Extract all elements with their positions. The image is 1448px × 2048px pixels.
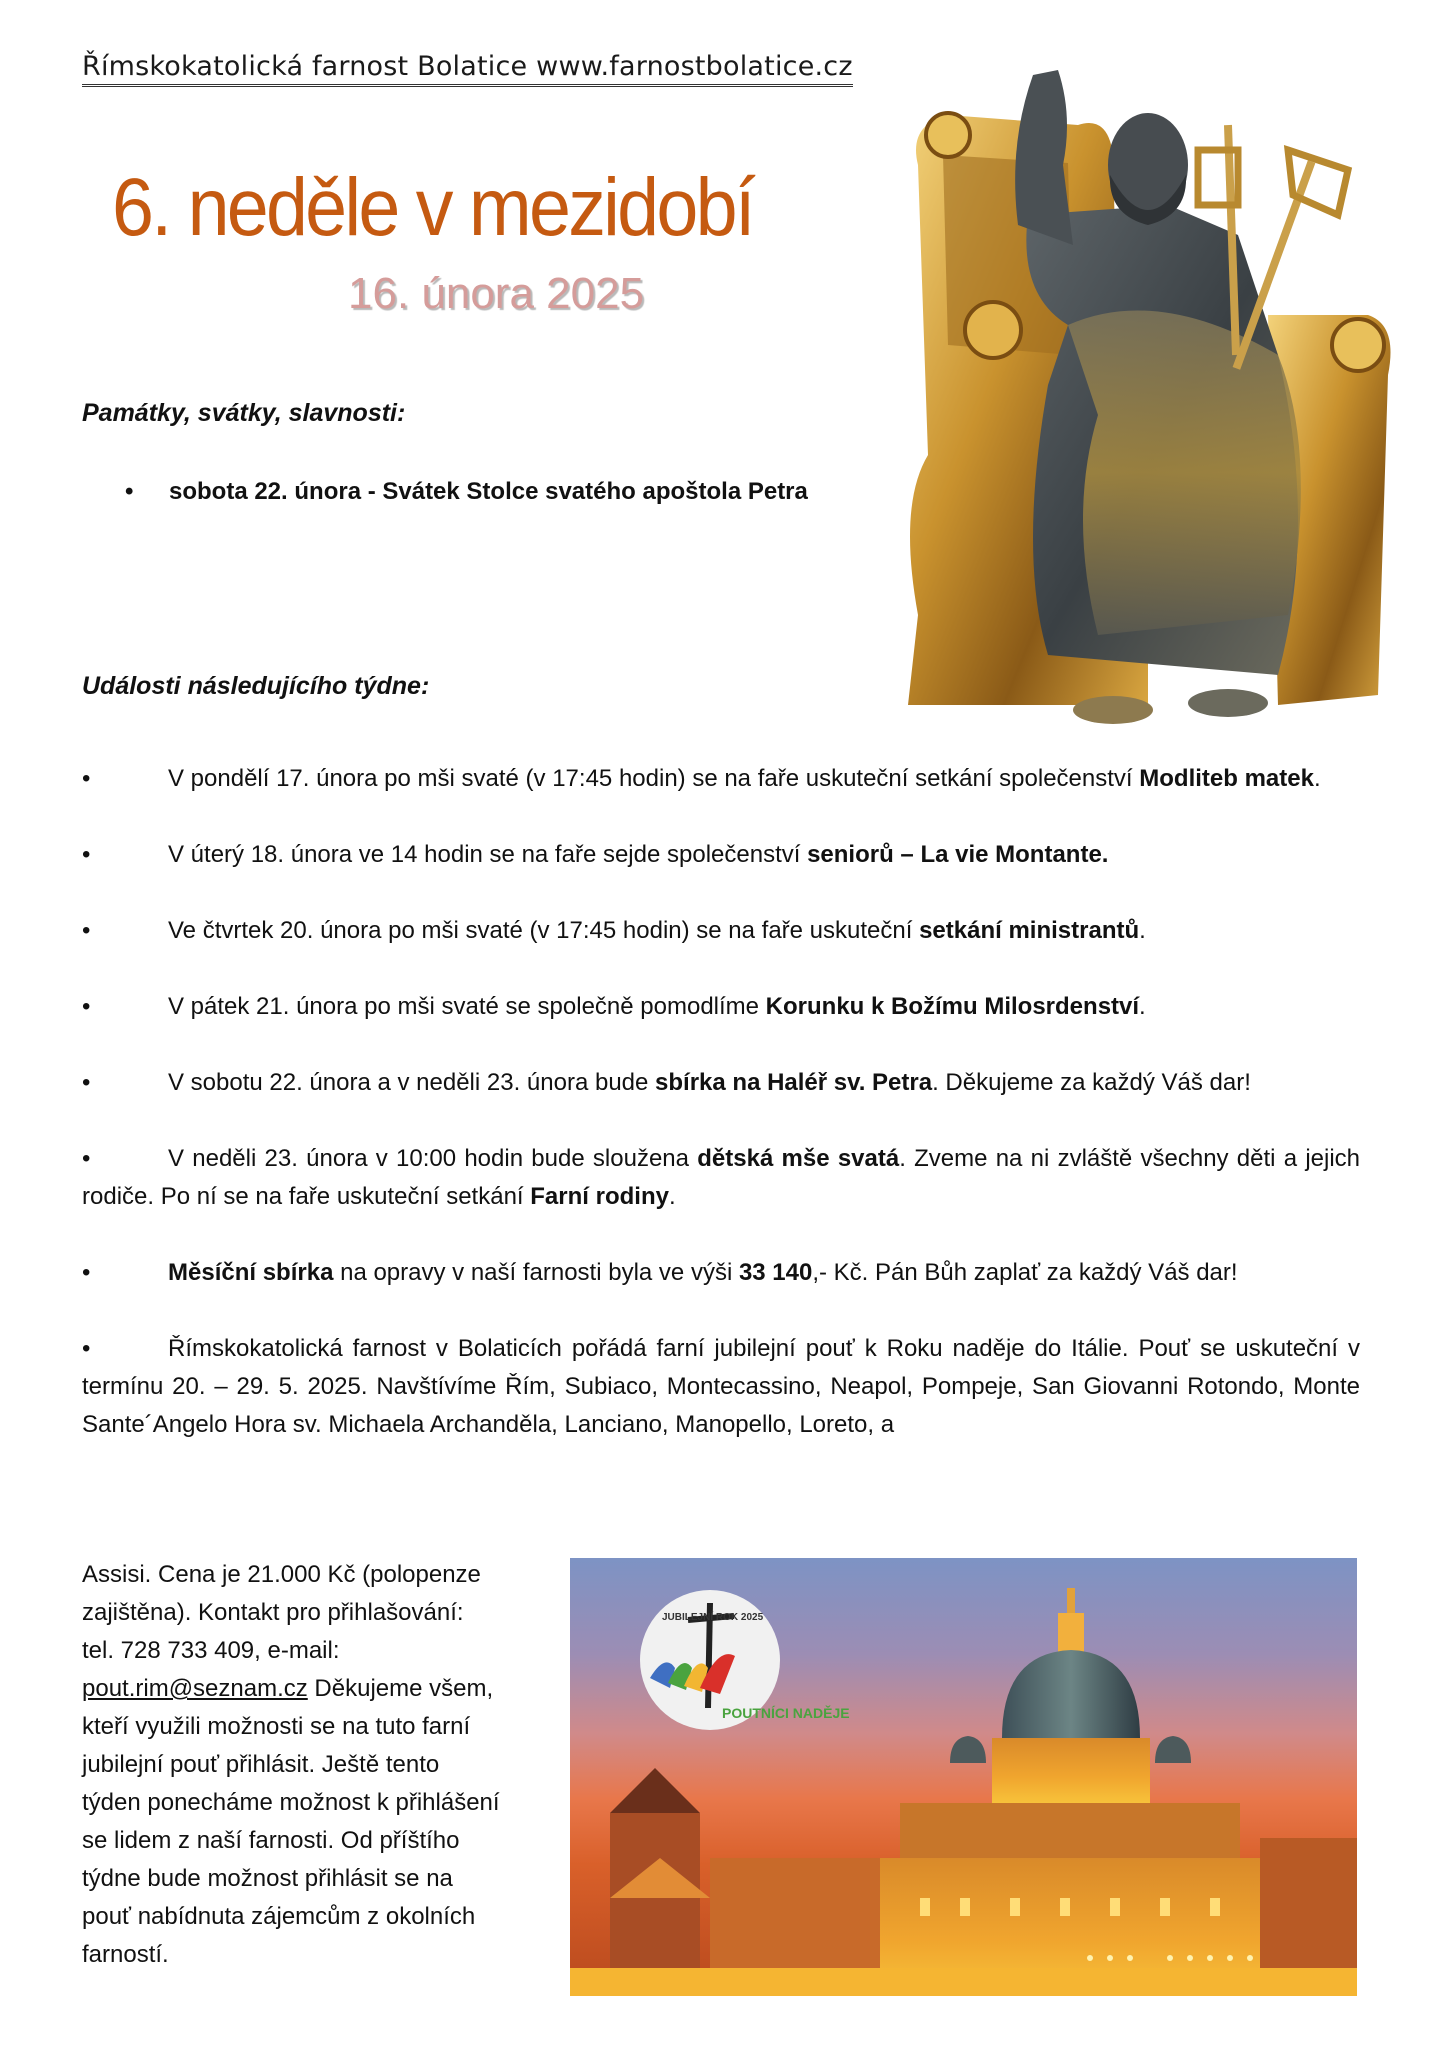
bullet-icon: • — [125, 478, 134, 505]
parish-header — [82, 50, 853, 87]
jubilee-2025-logo — [640, 1590, 850, 1730]
bullet-icon: • — [82, 765, 91, 792]
event-item: • V pátek 21. února po mši svaté se společně pomodlíme Korunku k Božímu Milosrdenství. — [82, 988, 1360, 1026]
events-heading: Události následujícího týdne: — [82, 672, 430, 700]
page-date: 16. února 2025 — [348, 269, 645, 318]
basilica-illustration — [570, 1558, 1357, 1996]
pilgrimage-details: Assisi. Cena je 21.000 Kč (polopenze zajištěna). Kontakt pro přihlašování: tel. 728 733 409, e-mail: pout.rim@seznam.cz Děkujeme všem, kteří využili možnosti se na tuto farní jubilejní pouť přihlásit. Ještě tento týden ponecháme možnost k přihlášení se lidem z naší farnosti. Od příštího týdne bude možnost přihlásit se na pouť nabídnuta zájemcům z okolních farností. — [82, 1561, 500, 1968]
parish-name: Římskokatolická farnost Bolatice — [82, 51, 528, 82]
st-peter-statue-image — [898, 55, 1420, 737]
email-link[interactable]: pout.rim@seznam.cz — [82, 1675, 308, 1702]
bullet-icon: • — [82, 1259, 91, 1286]
pilgrimage-item: • Římskokatolická farnost v Bolaticích pořádá farní jubilejní pouť k Roku naděje do Itálie. Pouť se uskuteční v termínu 20. – 29. 5. 2025. Navštívíme Řím, Subiaco, Montecassino, Neapol, Pompeje, San Giovanni Rotondo, Monte Sante´Angelo Hora sv. Michaela Archanděla, Lanciano, Manopello, Loreto, a — [82, 1330, 1360, 1444]
event-item: • V neděli 23. února v 10:00 hodin bude sloužena dětská mše svatá. Zveme na ni zvláště všechny děti a jejich rodiče. Po ní se na faře uskuteční setkání Farní rodiny. — [82, 1140, 1360, 1216]
logo-arc-text: JUBILEJNÍ ROK 2025 — [662, 1612, 764, 1623]
feasts-heading: Památky, svátky, slavnosti: — [82, 399, 406, 427]
rome-basilica-photo — [570, 1558, 1357, 1996]
event-item: • Měsíční sbírka na opravy v naší farnosti byla ve výši 33 140,- Kč. Pán Bůh zaplať za každý Váš dar! — [82, 1254, 1360, 1292]
event-item: • V pondělí 17. února po mši svaté (v 17:45 hodin) se na faře uskuteční setkání společenství Modliteb matek. — [82, 760, 1360, 798]
bullet-icon: • — [82, 1335, 91, 1362]
event-item: • V sobotu 22. února a v neděli 23. února bude sbírka na Haléř sv. Petra. Děkujeme za každý Váš dar! — [82, 1064, 1360, 1102]
feast-text: sobota 22. února - Svátek Stolce svatého apoštola Petra — [169, 478, 808, 505]
logo-bottom-text: POUTNÍCI NADĚJE — [722, 1705, 850, 1721]
parish-website-link[interactable]: www.farnostbolatice.cz — [536, 51, 853, 82]
bullet-icon: • — [82, 993, 91, 1020]
events-list — [82, 760, 1360, 1444]
feast-item — [125, 473, 808, 511]
bullet-icon: • — [82, 1145, 91, 1172]
event-item: • V úterý 18. února ve 14 hodin se na faře sejde společenství seniorů – La vie Montante. — [82, 836, 1360, 874]
bullet-icon: • — [82, 1069, 91, 1096]
bullet-icon: • — [82, 841, 91, 868]
event-item: • Ve čtvrtek 20. února po mši svaté (v 17:45 hodin) se na faře uskuteční setkání ministrantů. — [82, 912, 1360, 950]
bullet-icon: • — [82, 917, 91, 944]
page-title: 6. neděle v mezidobí — [112, 162, 753, 253]
